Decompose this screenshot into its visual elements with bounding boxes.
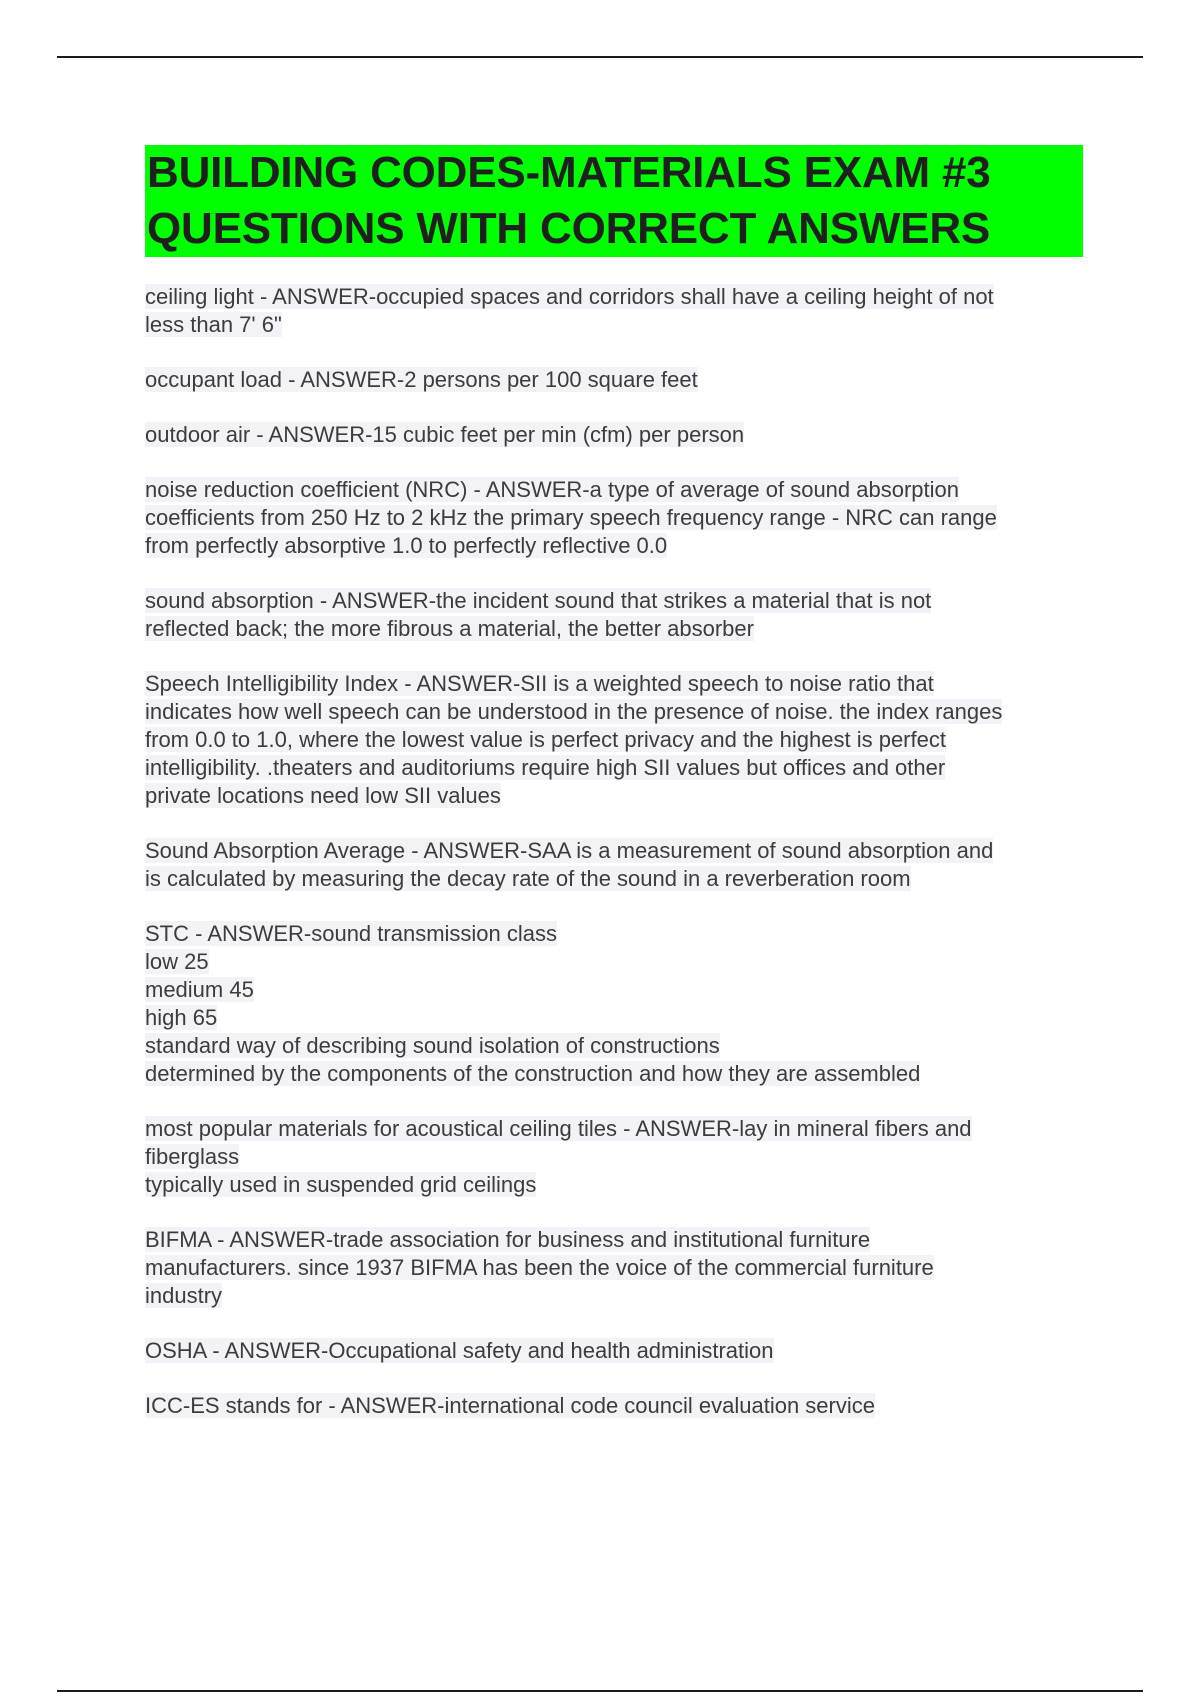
qa-item — [145, 920, 1090, 1088]
qa-line — [145, 1004, 1090, 1032]
qa-line — [145, 1171, 1090, 1199]
top-rule — [57, 56, 1143, 58]
qa-line — [145, 837, 1090, 865]
qa-line-text: from perfectly absorptive 1.0 to perfectly reflective 0.0 — [145, 533, 668, 558]
qa-item — [145, 1115, 1090, 1199]
qa-line — [145, 976, 1090, 1004]
qa-line-text: ICC-ES stands for - ANSWER-international code council evaluation service — [145, 1393, 875, 1418]
document-title — [145, 145, 1083, 257]
qa-line-text: low 25 — [145, 949, 209, 974]
qa-line-text: most popular materials for acoustical ceiling tiles - ANSWER-lay in mineral fibers and — [145, 1116, 972, 1141]
qa-line-text: private locations need low SII values — [145, 783, 501, 808]
qa-line — [145, 587, 1090, 615]
qa-line — [145, 532, 1090, 560]
qa-line-text: intelligibility. .theaters and auditoriums require high SII values but offices and other — [145, 755, 946, 780]
bottom-rule — [57, 1690, 1143, 1692]
qa-line-text: manufacturers. since 1937 BIFMA has been the voice of the commercial furniture — [145, 1255, 934, 1280]
qa-list — [145, 283, 1090, 1420]
qa-line-text: Speech Intelligibility Index - ANSWER-SII is a weighted speech to noise ratio that — [145, 671, 934, 696]
qa-line — [145, 948, 1090, 976]
qa-item — [145, 1392, 1090, 1420]
qa-item — [145, 837, 1090, 893]
qa-line — [145, 476, 1090, 504]
qa-line-text: OSHA - ANSWER-Occupational safety and health administration — [145, 1338, 774, 1363]
qa-line — [145, 1115, 1090, 1143]
qa-line — [145, 782, 1090, 810]
qa-line — [145, 1032, 1090, 1060]
qa-line-text: outdoor air - ANSWER-15 cubic feet per min (cfm) per person — [145, 422, 745, 447]
qa-line — [145, 1254, 1090, 1282]
qa-line — [145, 920, 1090, 948]
qa-line-text: standard way of describing sound isolation of constructions — [145, 1033, 720, 1058]
qa-line-text: occupant load - ANSWER-2 persons per 100 square feet — [145, 367, 698, 392]
qa-item — [145, 366, 1090, 394]
qa-line — [145, 1282, 1090, 1310]
qa-item — [145, 283, 1090, 339]
qa-line — [145, 615, 1090, 643]
qa-line — [145, 1143, 1090, 1171]
qa-item — [145, 421, 1090, 449]
qa-line-text: indicates how well speech can be understood in the presence of noise. the index ranges — [145, 699, 1003, 724]
qa-line — [145, 504, 1090, 532]
qa-line-text: less than 7' 6" — [145, 312, 282, 337]
qa-line-text: BIFMA - ANSWER-trade association for business and institutional furniture — [145, 1227, 871, 1252]
qa-item — [145, 587, 1090, 643]
title-line-2: QUESTIONS WITH CORRECT ANSWERS — [147, 204, 991, 253]
qa-line — [145, 1337, 1090, 1365]
qa-line-text: determined by the components of the construction and how they are assembled — [145, 1061, 921, 1086]
qa-line — [145, 754, 1090, 782]
qa-line — [145, 1392, 1090, 1420]
qa-line-text: high 65 — [145, 1005, 218, 1030]
qa-line-text: reflected back; the more fibrous a material, the better absorber — [145, 616, 754, 641]
document-body — [145, 145, 1090, 1447]
qa-line-text: STC - ANSWER-sound transmission class — [145, 921, 557, 946]
qa-line — [145, 421, 1090, 449]
qa-item — [145, 1226, 1090, 1310]
qa-line — [145, 366, 1090, 394]
qa-line-text: Sound Absorption Average - ANSWER-SAA is a measurement of sound absorption and — [145, 838, 994, 863]
qa-line — [145, 670, 1090, 698]
qa-item — [145, 670, 1090, 810]
qa-line-text: from 0.0 to 1.0, where the lowest value is perfect privacy and the highest is perfect — [145, 727, 946, 752]
qa-line — [145, 865, 1090, 893]
qa-line — [145, 311, 1090, 339]
qa-line-text: industry — [145, 1283, 223, 1308]
qa-line-text: sound absorption - ANSWER-the incident sound that strikes a material that is not — [145, 588, 932, 613]
qa-line-text: noise reduction coefficient (NRC) - ANSWER-a type of average of sound absorption — [145, 477, 959, 502]
qa-line-text: is calculated by measuring the decay rate of the sound in a reverberation room — [145, 866, 911, 891]
qa-line-text: coefficients from 250 Hz to 2 kHz the primary speech frequency range - NRC can range — [145, 505, 997, 530]
qa-item — [145, 1337, 1090, 1365]
qa-line-text: typically used in suspended grid ceilings — [145, 1172, 537, 1197]
qa-line — [145, 1226, 1090, 1254]
qa-line — [145, 1060, 1090, 1088]
qa-line — [145, 283, 1090, 311]
qa-line — [145, 698, 1090, 726]
title-line-1: BUILDING CODES-MATERIALS EXAM #3 — [147, 148, 991, 197]
qa-line-text: fiberglass — [145, 1144, 240, 1169]
qa-line-text: ceiling light - ANSWER-occupied spaces and corridors shall have a ceiling height of not — [145, 284, 994, 309]
qa-line — [145, 726, 1090, 754]
qa-line-text: medium 45 — [145, 977, 254, 1002]
qa-item — [145, 476, 1090, 560]
